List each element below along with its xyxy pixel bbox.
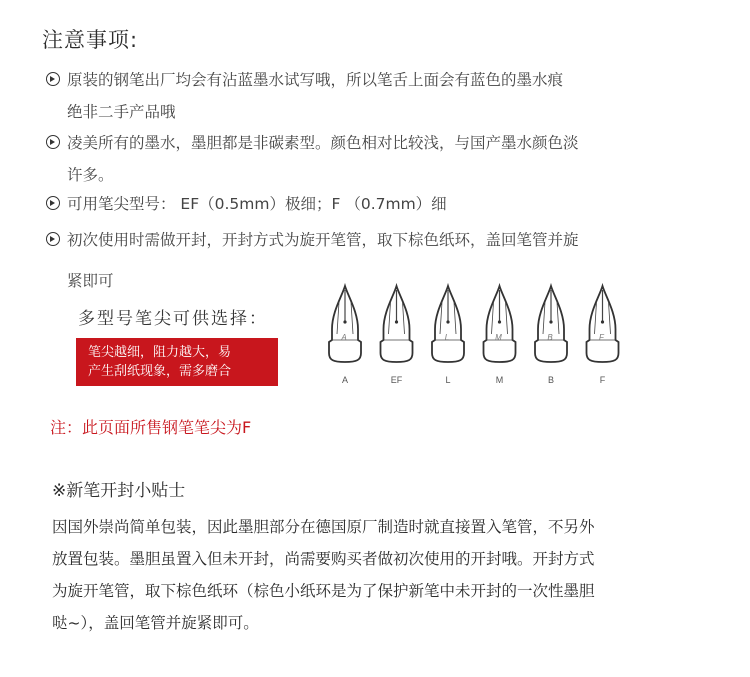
note-item	[46, 64, 696, 128]
nib-label: L	[445, 375, 451, 385]
note-line: 许多。	[67, 166, 114, 184]
nib-engraving: A	[341, 333, 347, 342]
play-circle-icon	[46, 135, 60, 149]
tips-line: 哒~），盖回笔管并旋紧即可。	[52, 614, 259, 632]
nib-m	[484, 286, 516, 385]
play-circle-icon	[46, 196, 60, 210]
tips-line: 因国外崇尚简单包装，因此墨胆部分在德国原厂制造时就直接置入笔管，不另外	[52, 518, 595, 536]
nib-l	[432, 286, 464, 385]
nib-ef	[381, 286, 413, 385]
nib-engraving: M	[495, 333, 502, 342]
note-line: 可用笔尖型号： EF（0.5mm）极细；F （0.7mm）细	[67, 195, 447, 213]
note-line: 初次使用时需做开封，开封方式为旋开笔管，取下棕色纸环，盖回笔管并旋	[67, 231, 579, 249]
tips-line: 放置包装。墨胆虽置入但未开封，尚需要购买者做初次使用的开封哦。开封方式	[52, 550, 595, 568]
nib-engraving: B	[547, 333, 553, 342]
play-circle-icon	[46, 232, 60, 246]
nib-section-heading: 多型号笔尖可供选择：	[78, 309, 268, 329]
note-line: 原装的钢笔出厂均会有沾蓝墨水试写哦，所以笔舌上面会有蓝色的墨水痕	[67, 71, 564, 89]
nib-label: B	[547, 375, 555, 385]
nib-label: M	[495, 375, 504, 385]
tips-body	[52, 511, 702, 639]
warning-line: 笔尖越细，阻力越大，易	[88, 345, 232, 360]
nib-engraving: L	[444, 333, 450, 342]
note-line: 凌美所有的墨水，墨胆都是非碳素型。颜色相对比较浅，与国产墨水颜色淡	[67, 134, 579, 152]
nib-label: EF	[390, 375, 403, 385]
nib-warning-box	[76, 338, 278, 386]
note-line: 绝非二手产品哦	[67, 103, 176, 121]
note-item	[46, 127, 696, 191]
nib-a	[329, 286, 361, 385]
warning-line: 产生刮纸现象，需多磨合	[88, 364, 232, 379]
nib-f	[587, 286, 619, 385]
tips-line: 为旋开笔管，取下棕色纸环（棕色小纸环是为了保护新笔中未开封的一次性墨胆	[52, 582, 595, 600]
note-item	[46, 188, 696, 220]
play-circle-icon	[46, 72, 60, 86]
nib-b	[535, 286, 567, 385]
nib-engraving: F	[599, 333, 604, 342]
page-title: 注意事项:	[42, 28, 139, 52]
tips-title: ※新笔开封小贴士	[52, 481, 186, 501]
note-line: 紧即可	[67, 272, 114, 290]
nib-notice: 注：此页面所售钢笔笔尖为F	[50, 418, 252, 437]
nib-label: F	[599, 375, 606, 385]
nib-illustration	[320, 282, 630, 392]
nib-label: A	[341, 375, 349, 385]
